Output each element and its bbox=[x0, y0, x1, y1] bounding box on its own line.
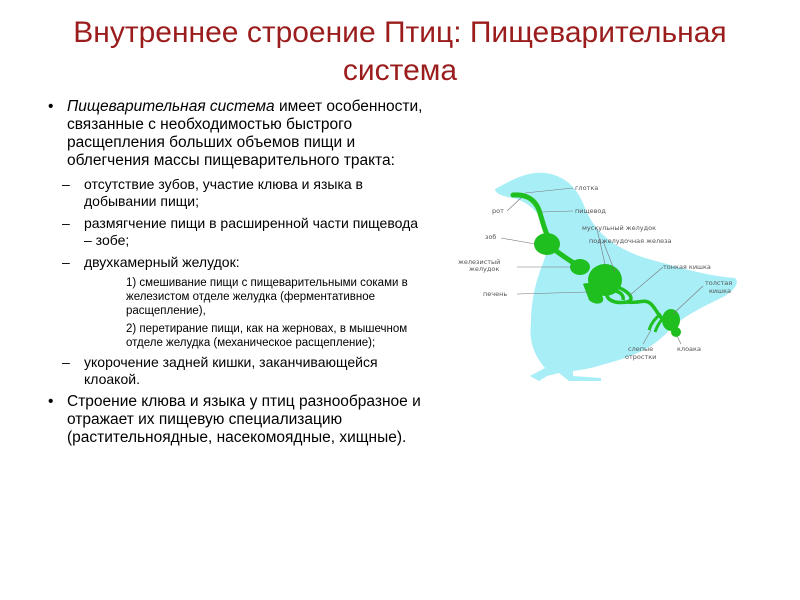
bird-digestive-diagram bbox=[455, 168, 745, 386]
label-caeca-1: слепые bbox=[628, 345, 654, 353]
label-gizzard: мускульный желудок bbox=[582, 224, 657, 232]
cloaca-shape bbox=[671, 327, 681, 337]
label-large-intestine-2: кишка bbox=[709, 287, 732, 295]
label-pharynx: глотка bbox=[575, 184, 599, 192]
label-pancreas: поджелудочная железа bbox=[589, 237, 672, 245]
slide-content bbox=[40, 98, 425, 453]
label-crop: зоб bbox=[485, 233, 497, 241]
bullet-beak-structure: • Строение клюва и языка у птиц разнообразное и отражает их пищевую специализацию (растительноядные, насекомоядные, хищные). bbox=[40, 393, 425, 447]
sub-item-intestine: – укорочение задней кишки, заканчивающейся клоакой. bbox=[40, 354, 425, 388]
sub-item-no-teeth: – отсутствие зубов, участие клюва и языка в добывании пищи; bbox=[40, 176, 425, 210]
stomach-point-glandular: 1) смешивание пищи с пищеварительными соками в железистом отделе желудка (ферментативное расщепление), bbox=[126, 277, 408, 317]
label-small-intestine: тонкая кишка bbox=[663, 263, 711, 271]
slide-title: Внутреннее строение Птиц: Пищеварительная система bbox=[73, 16, 727, 87]
intro-term: Пищеварительная система bbox=[67, 98, 275, 115]
sub-item-stomach: – двухкамерный желудок: bbox=[40, 254, 425, 271]
label-esophagus: пищевод bbox=[575, 207, 606, 215]
bullet-digestive-system bbox=[40, 98, 425, 170]
label-large-intestine-1: толстая bbox=[705, 279, 733, 287]
label-mouth: рот bbox=[492, 207, 504, 215]
sub-item-crop: – размягчение пищи в расширенной части пищевода – зобе; bbox=[40, 215, 425, 249]
label-liver: печень bbox=[483, 290, 508, 298]
bird-diagram-svg bbox=[455, 168, 745, 386]
intro-text: имеет особенности, связанные с необходимостью быстрого расщепления больших объемов пищи и облегчения массы пищеварительного тракта: bbox=[67, 98, 423, 169]
label-glandular-stomach-2: желудок bbox=[469, 265, 500, 273]
label-caeca-2: отростки bbox=[625, 353, 657, 361]
stomach-point-muscular: 2) перетирание пищи, как на жерновах, в мышечном отделе желудка (механическое расщепление); bbox=[126, 323, 408, 349]
label-cloaca: клоака bbox=[677, 345, 701, 353]
label-glandular-stomach-1: железистый bbox=[458, 258, 501, 266]
glandular-stomach-shape bbox=[570, 259, 590, 275]
